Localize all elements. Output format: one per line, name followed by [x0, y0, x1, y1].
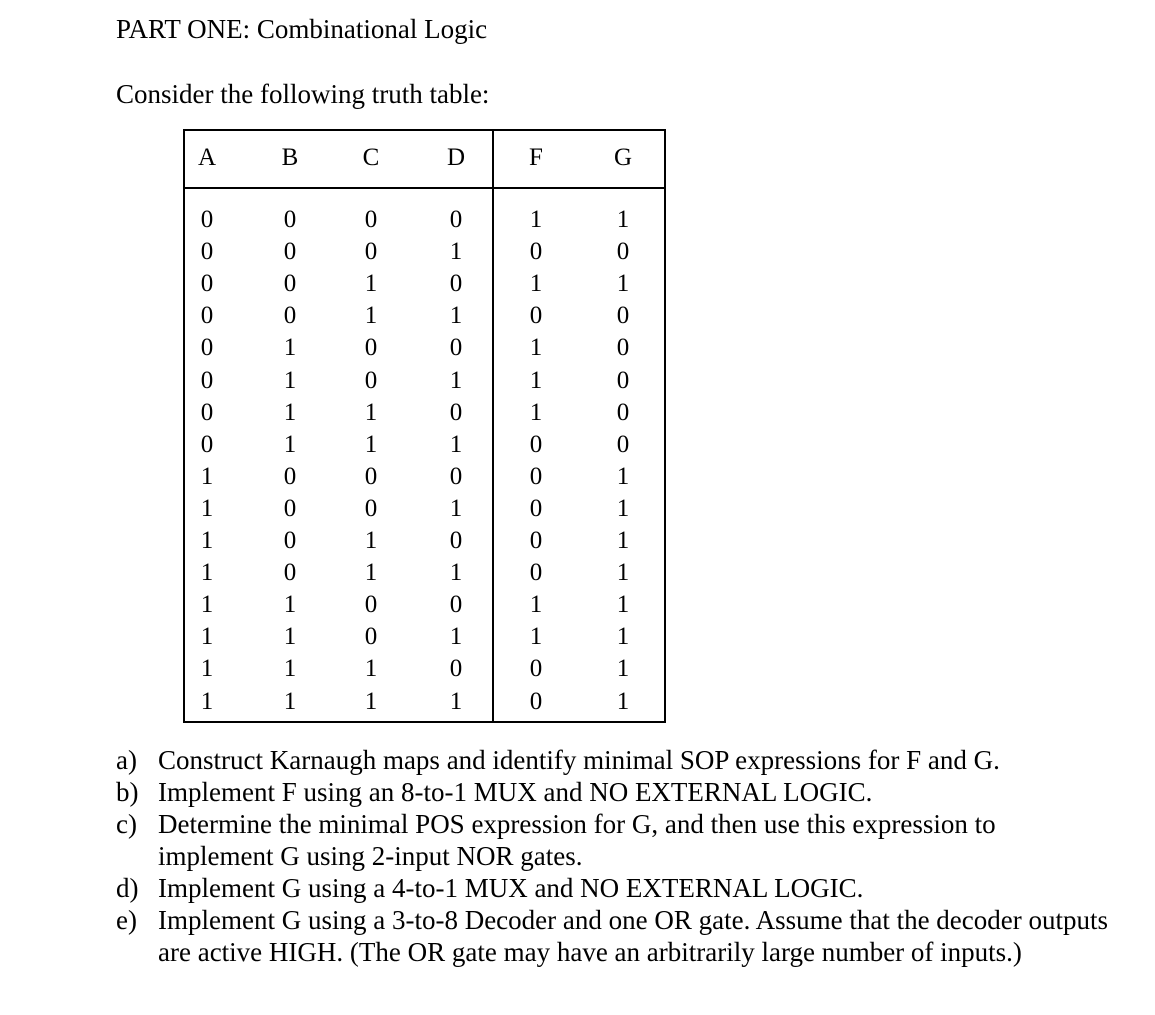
table-cell: 1 [200, 527, 214, 554]
question-text: Determine the minimal POS expression for G, and then use this expression to implement G using 2-input NOR gates. [158, 809, 996, 871]
question-marker: a) [116, 745, 137, 775]
table-cell: 0 [283, 206, 297, 233]
table-cell: 0 [364, 334, 378, 362]
table-cell: 0 [364, 591, 378, 619]
question-marker: d) [116, 873, 139, 903]
table-cell: 0 [283, 559, 297, 587]
table-cell: 1 [283, 430, 297, 458]
table-cell: 1 [449, 238, 463, 266]
column-header-a: A [197, 144, 217, 171]
question-text: Implement G using a 3-to-8 Decoder and one OR gate. Assume that the decoder outputs are active HIGH. (The OR gate may have an arbitrarily large number of inputs.) [158, 905, 1109, 967]
table-cell: 1 [529, 334, 543, 362]
column-header-b: B [281, 144, 299, 171]
table-cell: 1 [449, 302, 463, 330]
table-cell: 1 [616, 623, 630, 651]
table-cell: 0 [616, 366, 630, 394]
table-cell: 0 [283, 238, 297, 266]
table-cell: 1 [529, 206, 543, 233]
question-text: Implement F using an 8-to-1 MUX and NO EXTERNAL LOGIC. [158, 777, 873, 807]
table-cell: 1 [449, 687, 463, 715]
table-cell: 0 [200, 430, 214, 458]
table-cell: 1 [449, 366, 463, 394]
truth-table [183, 129, 666, 723]
table-cell: 1 [616, 462, 630, 490]
table-cell: 0 [449, 591, 463, 619]
table-cell: 0 [529, 462, 543, 490]
table-cell: 0 [364, 623, 378, 651]
table-cell: 0 [200, 334, 214, 362]
column-header-f: F [529, 144, 543, 171]
table-cell: 0 [529, 302, 543, 330]
table-cell: 0 [616, 302, 630, 330]
question-marker: e) [116, 905, 137, 935]
table-cell: 0 [449, 270, 463, 298]
table-cell: 0 [283, 270, 297, 298]
table-cell: 0 [529, 527, 543, 554]
table-cell: 0 [364, 366, 378, 394]
table-cell: 0 [449, 206, 463, 233]
section-heading: PART ONE: Combinational Logic [116, 14, 488, 44]
table-cell: 1 [200, 655, 214, 683]
table-cell: 0 [200, 206, 214, 233]
table-cell: 0 [200, 366, 214, 394]
table-cell: 1 [200, 591, 214, 619]
table-cell: 1 [616, 494, 630, 522]
table-cell: 0 [283, 494, 297, 522]
table-cell: 0 [529, 655, 543, 683]
table-cell: 0 [529, 559, 543, 587]
table-cell: 1 [283, 623, 297, 651]
table-cell: 1 [616, 655, 630, 683]
table-cell: 1 [283, 687, 297, 715]
table-cell: 1 [616, 687, 630, 715]
table-cell: 1 [283, 334, 297, 362]
table-cell: 0 [616, 398, 630, 426]
table-cell: 1 [529, 623, 543, 651]
table-cell: 0 [200, 302, 214, 330]
table-cell: 1 [616, 559, 630, 587]
table-cell: 1 [449, 494, 463, 522]
question-marker: b) [116, 777, 139, 807]
table-cell: 0 [616, 334, 630, 362]
table-cell: 0 [364, 462, 378, 490]
table-cell: 1 [283, 398, 297, 426]
table-cell: 1 [200, 494, 214, 522]
question-item [116, 808, 1116, 872]
table-cell: 0 [616, 238, 630, 266]
column-divider [492, 131, 494, 721]
table-cell: 0 [283, 302, 297, 330]
table-cell: 1 [200, 559, 214, 587]
table-cell: 1 [449, 559, 463, 587]
table-cell: 1 [283, 655, 297, 683]
intro-text: Consider the following truth table: [116, 79, 490, 109]
table-cell: 1 [364, 430, 378, 458]
table-cell: 1 [529, 270, 543, 298]
table-cell: 0 [200, 270, 214, 298]
table-cell: 1 [364, 655, 378, 683]
table-cell: 1 [529, 366, 543, 394]
table-cell: 0 [200, 238, 214, 266]
table-cell: 0 [529, 430, 543, 458]
table-cell: 1 [616, 206, 630, 233]
header-divider [185, 187, 664, 189]
table-cell: 0 [529, 494, 543, 522]
table-cell: 0 [529, 238, 543, 266]
table-cell: 1 [200, 462, 214, 490]
table-cell: 1 [283, 591, 297, 619]
table-cell: 0 [449, 655, 463, 683]
table-cell: 0 [200, 398, 214, 426]
table-cell: 1 [364, 270, 378, 298]
table-cell: 1 [364, 398, 378, 426]
table-cell: 1 [364, 302, 378, 330]
table-cell: 1 [529, 398, 543, 426]
table-cell: 0 [529, 687, 543, 715]
table-cell: 0 [616, 430, 630, 458]
question-marker: c) [116, 809, 137, 839]
table-cell: 1 [616, 527, 630, 554]
question-item [116, 904, 1116, 968]
table-cell: 1 [364, 559, 378, 587]
table-cell: 0 [364, 206, 378, 233]
table-cell: 1 [200, 623, 214, 651]
table-cell: 0 [449, 334, 463, 362]
table-cell: 0 [449, 527, 463, 554]
table-cell: 1 [200, 687, 214, 715]
table-cell: 1 [364, 527, 378, 554]
table-cell: 0 [364, 494, 378, 522]
question-item [116, 744, 1116, 776]
table-cell: 0 [449, 462, 463, 490]
question-text: Construct Karnaugh maps and identify minimal SOP expressions for F and G. [158, 745, 1000, 775]
question-item [116, 872, 1116, 904]
column-header-d: D [446, 144, 466, 171]
question-text: Implement G using a 4-to-1 MUX and NO EXTERNAL LOGIC. [158, 873, 864, 903]
table-cell: 0 [283, 462, 297, 490]
column-header-g: G [613, 144, 633, 171]
question-item [116, 776, 1116, 808]
table-cell: 1 [449, 430, 463, 458]
column-header-c: C [362, 144, 380, 171]
table-cell: 0 [449, 398, 463, 426]
table-cell: 1 [283, 366, 297, 394]
table-cell: 1 [364, 687, 378, 715]
table-cell: 1 [529, 591, 543, 619]
table-cell: 1 [449, 623, 463, 651]
question-list [116, 744, 1116, 968]
table-cell: 1 [616, 270, 630, 298]
table-cell: 0 [364, 238, 378, 266]
table-cell: 1 [616, 591, 630, 619]
table-cell: 0 [283, 527, 297, 554]
